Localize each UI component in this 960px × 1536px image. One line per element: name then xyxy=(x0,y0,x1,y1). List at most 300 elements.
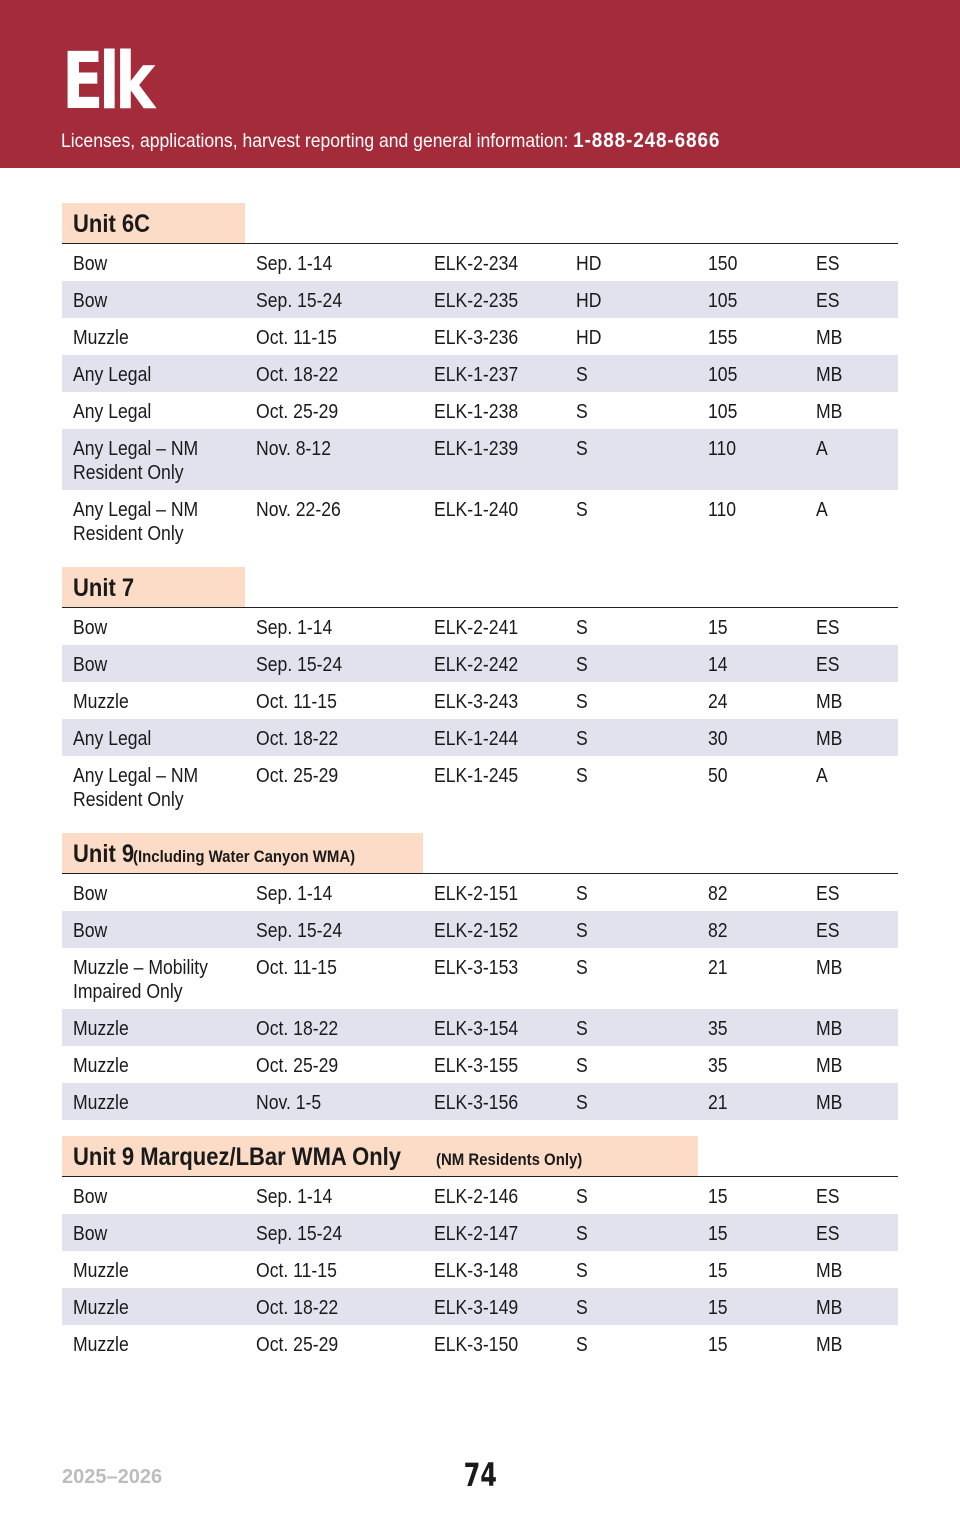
type-text: HD xyxy=(576,253,602,275)
cell-weapon xyxy=(62,289,245,313)
dates-text: Nov. 8-12 xyxy=(256,438,332,460)
dates-text: Sep. 15-24 xyxy=(256,290,343,312)
type-text: S xyxy=(576,617,588,639)
cell-dates xyxy=(245,498,423,522)
type-text: S xyxy=(576,728,588,750)
cell-bag xyxy=(805,653,898,677)
cell-bag xyxy=(805,1054,898,1078)
cell-bag xyxy=(805,764,898,788)
weapon-text: Bow xyxy=(73,654,108,676)
dates-text: Oct. 11-15 xyxy=(256,691,337,713)
cell-dates xyxy=(245,1259,423,1283)
cell-licenses xyxy=(697,252,805,276)
cell-type xyxy=(565,326,697,350)
type-text: S xyxy=(576,765,588,787)
unit-section xyxy=(62,567,898,817)
cell-dates xyxy=(245,400,423,424)
cell-bag xyxy=(805,1259,898,1283)
cell-bag xyxy=(805,498,898,522)
page-number-text: 74 xyxy=(463,1456,497,1494)
bag-text: MB xyxy=(816,728,843,750)
licenses-text: 82 xyxy=(708,920,728,942)
cell-hunt-code xyxy=(423,956,565,980)
cell-weapon xyxy=(62,326,245,350)
cell-weapon xyxy=(62,252,245,276)
cell-bag xyxy=(805,326,898,350)
dates-text: Oct. 25-29 xyxy=(256,1334,339,1356)
type-text: S xyxy=(576,401,588,423)
cell-dates xyxy=(245,653,423,677)
cell-type xyxy=(565,437,697,461)
cell-hunt-code xyxy=(423,437,565,461)
cell-weapon xyxy=(62,727,245,751)
table-row xyxy=(62,874,898,911)
unit-tab xyxy=(62,567,245,607)
cell-weapon xyxy=(62,1259,245,1283)
type-text: S xyxy=(576,1055,588,1077)
cell-bag xyxy=(805,1222,898,1246)
cell-hunt-code xyxy=(423,727,565,751)
type-text: S xyxy=(576,1297,588,1319)
bag-text: A xyxy=(816,499,828,521)
cell-type xyxy=(565,919,697,943)
cell-weapon xyxy=(62,764,245,812)
unit-tab xyxy=(62,1136,698,1176)
table-row xyxy=(62,1251,898,1288)
dates-text: Oct. 25-29 xyxy=(256,1055,339,1077)
page-number xyxy=(0,1456,960,1494)
dates-text: Sep. 15-24 xyxy=(256,920,343,942)
cell-weapon xyxy=(62,919,245,943)
cell-hunt-code xyxy=(423,498,565,522)
contact-info-text: Licenses, applications, harvest reporting and general information: xyxy=(61,130,574,152)
cell-hunt-code xyxy=(423,616,565,640)
bag-text: A xyxy=(816,765,828,787)
weapon-text: Muzzle xyxy=(73,1055,129,1077)
table-row xyxy=(62,318,898,355)
dates-text: Sep. 1-14 xyxy=(256,883,333,905)
hunt-code-text: ELK-3-149 xyxy=(434,1297,519,1319)
unit-header xyxy=(62,1136,898,1177)
cell-type xyxy=(565,1054,697,1078)
dates-text: Sep. 15-24 xyxy=(256,654,343,676)
hunt-tables xyxy=(62,203,898,1378)
type-text: S xyxy=(576,1334,588,1356)
cell-type xyxy=(565,956,697,980)
type-text: S xyxy=(576,883,588,905)
cell-licenses xyxy=(697,1333,805,1357)
hunt-code-text: ELK-1-238 xyxy=(434,401,519,423)
cell-hunt-code xyxy=(423,653,565,677)
table-row xyxy=(62,719,898,756)
cell-bag xyxy=(805,616,898,640)
cell-bag xyxy=(805,1333,898,1357)
cell-bag xyxy=(805,1296,898,1320)
hunt-code-text: ELK-3-155 xyxy=(434,1055,519,1077)
cell-type xyxy=(565,400,697,424)
table-row xyxy=(62,756,898,817)
cell-hunt-code xyxy=(423,690,565,714)
table-row xyxy=(62,1325,898,1362)
cell-dates xyxy=(245,326,423,350)
cell-bag xyxy=(805,882,898,906)
weapon-text: Muzzle xyxy=(73,1297,129,1319)
table-row xyxy=(62,1046,898,1083)
bag-text: MB xyxy=(816,1018,843,1040)
bag-text: ES xyxy=(816,883,840,905)
cell-bag xyxy=(805,1017,898,1041)
type-text: S xyxy=(576,438,588,460)
cell-hunt-code xyxy=(423,289,565,313)
bag-text: ES xyxy=(816,1223,840,1245)
table-row xyxy=(62,682,898,719)
cell-weapon xyxy=(62,882,245,906)
cell-type xyxy=(565,653,697,677)
dates-text: Oct. 18-22 xyxy=(256,1297,339,1319)
dates-text: Sep. 15-24 xyxy=(256,1223,343,1245)
cell-licenses xyxy=(697,1091,805,1115)
cell-weapon xyxy=(62,690,245,714)
weapon-text: Muzzle xyxy=(73,1018,129,1040)
unit-tab xyxy=(62,203,245,243)
licenses-text: 15 xyxy=(708,617,728,639)
cell-type xyxy=(565,616,697,640)
cell-licenses xyxy=(697,437,805,461)
table-row xyxy=(62,281,898,318)
cell-licenses xyxy=(697,1054,805,1078)
licenses-text: 15 xyxy=(708,1297,728,1319)
cell-dates xyxy=(245,289,423,313)
hunt-code-text: ELK-2-241 xyxy=(434,617,519,639)
licenses-text: 15 xyxy=(708,1334,728,1356)
table-row xyxy=(62,1214,898,1251)
cell-licenses xyxy=(697,764,805,788)
weapon-text: Muzzle xyxy=(73,1092,129,1114)
weapon-text: Any Legal xyxy=(73,401,152,423)
licenses-text: 24 xyxy=(708,691,728,713)
bag-text: MB xyxy=(816,401,843,423)
cell-weapon xyxy=(62,498,245,546)
cell-type xyxy=(565,882,697,906)
cell-type xyxy=(565,1333,697,1357)
cell-licenses xyxy=(697,919,805,943)
cell-weapon xyxy=(62,1017,245,1041)
hunt-code-text: ELK-1-239 xyxy=(434,438,519,460)
bag-text: ES xyxy=(816,290,840,312)
weapon-text: Any Legal – NM Resident Only xyxy=(73,765,199,811)
cell-licenses xyxy=(697,400,805,424)
bag-text: ES xyxy=(816,617,840,639)
weapon-text: Bow xyxy=(73,617,108,639)
cell-hunt-code xyxy=(423,1091,565,1115)
cell-dates xyxy=(245,437,423,461)
footer-year: 2025–2026 xyxy=(62,1466,163,1488)
hunt-code-text: ELK-1-244 xyxy=(434,728,519,750)
cell-hunt-code xyxy=(423,882,565,906)
hunt-code-text: ELK-2-234 xyxy=(434,253,519,275)
cell-licenses xyxy=(697,882,805,906)
cell-type xyxy=(565,289,697,313)
weapon-text: Bow xyxy=(73,253,108,275)
bag-text: MB xyxy=(816,1055,843,1077)
cell-type xyxy=(565,1091,697,1115)
type-text: S xyxy=(576,1223,588,1245)
cell-hunt-code xyxy=(423,1259,565,1283)
hunt-code-text: ELK-2-242 xyxy=(434,654,519,676)
unit-name: Unit 6C xyxy=(73,210,150,238)
cell-bag xyxy=(805,690,898,714)
cell-bag xyxy=(805,919,898,943)
cell-weapon xyxy=(62,363,245,387)
licenses-text: 110 xyxy=(708,499,737,521)
cell-dates xyxy=(245,1054,423,1078)
cell-weapon xyxy=(62,1091,245,1115)
weapon-text: Any Legal – NM Resident Only xyxy=(73,438,199,484)
table-row xyxy=(62,429,898,490)
cell-licenses xyxy=(697,289,805,313)
page-title: Elk xyxy=(62,37,151,127)
dates-text: Oct. 11-15 xyxy=(256,957,337,979)
table-row xyxy=(62,244,898,281)
table-row xyxy=(62,355,898,392)
hunt-code-text: ELK-3-156 xyxy=(434,1092,519,1114)
licenses-text: 15 xyxy=(708,1223,728,1245)
cell-dates xyxy=(245,882,423,906)
licenses-text: 35 xyxy=(708,1055,728,1077)
cell-licenses xyxy=(697,616,805,640)
type-text: S xyxy=(576,364,588,386)
dates-text: Nov. 22-26 xyxy=(256,499,341,521)
weapon-text: Muzzle xyxy=(73,691,129,713)
bag-text: MB xyxy=(816,691,843,713)
type-text: S xyxy=(576,654,588,676)
licenses-text: 50 xyxy=(708,765,728,787)
hunt-code-text: ELK-2-147 xyxy=(434,1223,519,1245)
cell-licenses xyxy=(697,1296,805,1320)
table-row xyxy=(62,1009,898,1046)
unit-section xyxy=(62,1136,898,1362)
cell-type xyxy=(565,727,697,751)
hunt-code-text: ELK-2-235 xyxy=(434,290,519,312)
cell-hunt-code xyxy=(423,326,565,350)
type-text: HD xyxy=(576,327,602,349)
cell-hunt-code xyxy=(423,252,565,276)
type-text: HD xyxy=(576,290,602,312)
type-text: S xyxy=(576,1186,588,1208)
dates-text: Sep. 1-14 xyxy=(256,1186,333,1208)
weapon-text: Bow xyxy=(73,1223,108,1245)
cell-type xyxy=(565,498,697,522)
cell-dates xyxy=(245,764,423,788)
cell-type xyxy=(565,690,697,714)
weapon-text: Bow xyxy=(73,1186,108,1208)
unit-section xyxy=(62,203,898,551)
cell-dates xyxy=(245,1333,423,1357)
cell-licenses xyxy=(697,956,805,980)
cell-weapon xyxy=(62,400,245,424)
unit-name: Unit 9 xyxy=(73,840,135,868)
cell-hunt-code xyxy=(423,1054,565,1078)
licenses-text: 35 xyxy=(708,1018,728,1040)
cell-weapon xyxy=(62,1333,245,1357)
cell-dates xyxy=(245,363,423,387)
bag-text: A xyxy=(816,438,828,460)
dates-text: Oct. 18-22 xyxy=(256,364,339,386)
unit-header xyxy=(62,203,898,244)
weapon-text: Bow xyxy=(73,920,108,942)
cell-type xyxy=(565,1296,697,1320)
cell-type xyxy=(565,1222,697,1246)
cell-dates xyxy=(245,1017,423,1041)
cell-dates xyxy=(245,1185,423,1209)
hunt-code-text: ELK-2-152 xyxy=(434,920,519,942)
type-text: S xyxy=(576,1092,588,1114)
unit-section xyxy=(62,833,898,1120)
unit-name: Unit 7 xyxy=(73,574,135,602)
cell-dates xyxy=(245,690,423,714)
weapon-text: Muzzle xyxy=(73,1334,129,1356)
table-row xyxy=(62,608,898,645)
cell-weapon xyxy=(62,437,245,485)
cell-dates xyxy=(245,252,423,276)
cell-weapon xyxy=(62,616,245,640)
weapon-text: Muzzle xyxy=(73,327,129,349)
cell-bag xyxy=(805,289,898,313)
hunt-code-text: ELK-3-153 xyxy=(434,957,519,979)
licenses-text: 105 xyxy=(708,401,738,423)
cell-type xyxy=(565,1185,697,1209)
cell-licenses xyxy=(697,498,805,522)
licenses-text: 21 xyxy=(708,957,728,979)
bag-text: MB xyxy=(816,1297,843,1319)
cell-hunt-code xyxy=(423,1017,565,1041)
cell-licenses xyxy=(697,690,805,714)
cell-dates xyxy=(245,1296,423,1320)
licenses-text: 110 xyxy=(708,438,737,460)
bag-text: ES xyxy=(816,1186,840,1208)
bag-text: MB xyxy=(816,957,843,979)
table-row xyxy=(62,490,898,551)
weapon-text: Bow xyxy=(73,290,108,312)
licenses-text: 15 xyxy=(708,1186,728,1208)
hunt-code-text: ELK-1-240 xyxy=(434,499,519,521)
table-row xyxy=(62,911,898,948)
cell-weapon xyxy=(62,1222,245,1246)
licenses-text: 21 xyxy=(708,1092,728,1114)
cell-hunt-code xyxy=(423,764,565,788)
cell-type xyxy=(565,1259,697,1283)
licenses-text: 30 xyxy=(708,728,728,750)
unit-note: (NM Residents Only) xyxy=(436,1150,583,1169)
cell-dates xyxy=(245,919,423,943)
licenses-text: 105 xyxy=(708,364,738,386)
table-row xyxy=(62,1177,898,1214)
bag-text: MB xyxy=(816,1260,843,1282)
cell-bag xyxy=(805,437,898,461)
licenses-text: 155 xyxy=(708,327,738,349)
hunt-code-text: ELK-3-148 xyxy=(434,1260,519,1282)
hunt-code-text: ELK-2-146 xyxy=(434,1186,519,1208)
weapon-text: Any Legal – NM Resident Only xyxy=(73,499,199,545)
cell-hunt-code xyxy=(423,919,565,943)
cell-dates xyxy=(245,1222,423,1246)
cell-type xyxy=(565,764,697,788)
type-text: S xyxy=(576,691,588,713)
type-text: S xyxy=(576,1018,588,1040)
cell-weapon xyxy=(62,956,245,1004)
hunt-code-text: ELK-1-237 xyxy=(434,364,519,386)
bag-text: ES xyxy=(816,253,840,275)
table-row xyxy=(62,948,898,1009)
cell-dates xyxy=(245,727,423,751)
dates-text: Oct. 18-22 xyxy=(256,728,339,750)
hunt-code-text: ELK-3-243 xyxy=(434,691,519,713)
cell-licenses xyxy=(697,1222,805,1246)
weapon-text: Bow xyxy=(73,883,108,905)
table-row xyxy=(62,645,898,682)
hunt-code-text: ELK-3-236 xyxy=(434,327,519,349)
cell-dates xyxy=(245,1091,423,1115)
dates-text: Oct. 25-29 xyxy=(256,401,339,423)
weapon-text: Any Legal xyxy=(73,364,152,386)
weapon-text: Any Legal xyxy=(73,728,152,750)
cell-bag xyxy=(805,956,898,980)
bag-text: MB xyxy=(816,327,843,349)
cell-licenses xyxy=(697,1017,805,1041)
cell-type xyxy=(565,363,697,387)
hunt-code-text: ELK-1-245 xyxy=(434,765,519,787)
weapon-text: Muzzle xyxy=(73,1260,129,1282)
cell-hunt-code xyxy=(423,363,565,387)
cell-hunt-code xyxy=(423,1185,565,1209)
cell-dates xyxy=(245,616,423,640)
hunt-code-text: ELK-3-150 xyxy=(434,1334,519,1356)
cell-dates xyxy=(245,956,423,980)
cell-hunt-code xyxy=(423,1222,565,1246)
table-row xyxy=(62,1083,898,1120)
dates-text: Oct. 11-15 xyxy=(256,327,337,349)
cell-licenses xyxy=(697,1259,805,1283)
cell-bag xyxy=(805,252,898,276)
hunt-code-text: ELK-2-151 xyxy=(434,883,519,905)
dates-text: Oct. 25-29 xyxy=(256,765,339,787)
type-text: S xyxy=(576,1260,588,1282)
unit-name: Unit 9 Marquez/LBar WMA Only xyxy=(73,1143,401,1171)
licenses-text: 82 xyxy=(708,883,728,905)
table-row xyxy=(62,392,898,429)
unit-note: (Including Water Canyon WMA) xyxy=(132,847,356,866)
cell-bag xyxy=(805,363,898,387)
cell-weapon xyxy=(62,1054,245,1078)
licenses-text: 105 xyxy=(708,290,738,312)
licenses-text: 15 xyxy=(708,1260,728,1282)
cell-weapon xyxy=(62,1185,245,1209)
bag-text: MB xyxy=(816,1334,843,1356)
weapon-text: Muzzle – Mobility Impaired Only xyxy=(73,957,208,1003)
cell-hunt-code xyxy=(423,400,565,424)
dates-text: Nov. 1-5 xyxy=(256,1092,322,1114)
dates-text: Oct. 18-22 xyxy=(256,1018,339,1040)
cell-weapon xyxy=(62,653,245,677)
dates-text: Sep. 1-14 xyxy=(256,253,333,275)
cell-type xyxy=(565,1017,697,1041)
hunt-code-text: ELK-3-154 xyxy=(434,1018,519,1040)
type-text: S xyxy=(576,920,588,942)
cell-bag xyxy=(805,1091,898,1115)
licenses-text: 14 xyxy=(708,654,728,676)
contact-line xyxy=(61,129,720,153)
cell-type xyxy=(565,252,697,276)
